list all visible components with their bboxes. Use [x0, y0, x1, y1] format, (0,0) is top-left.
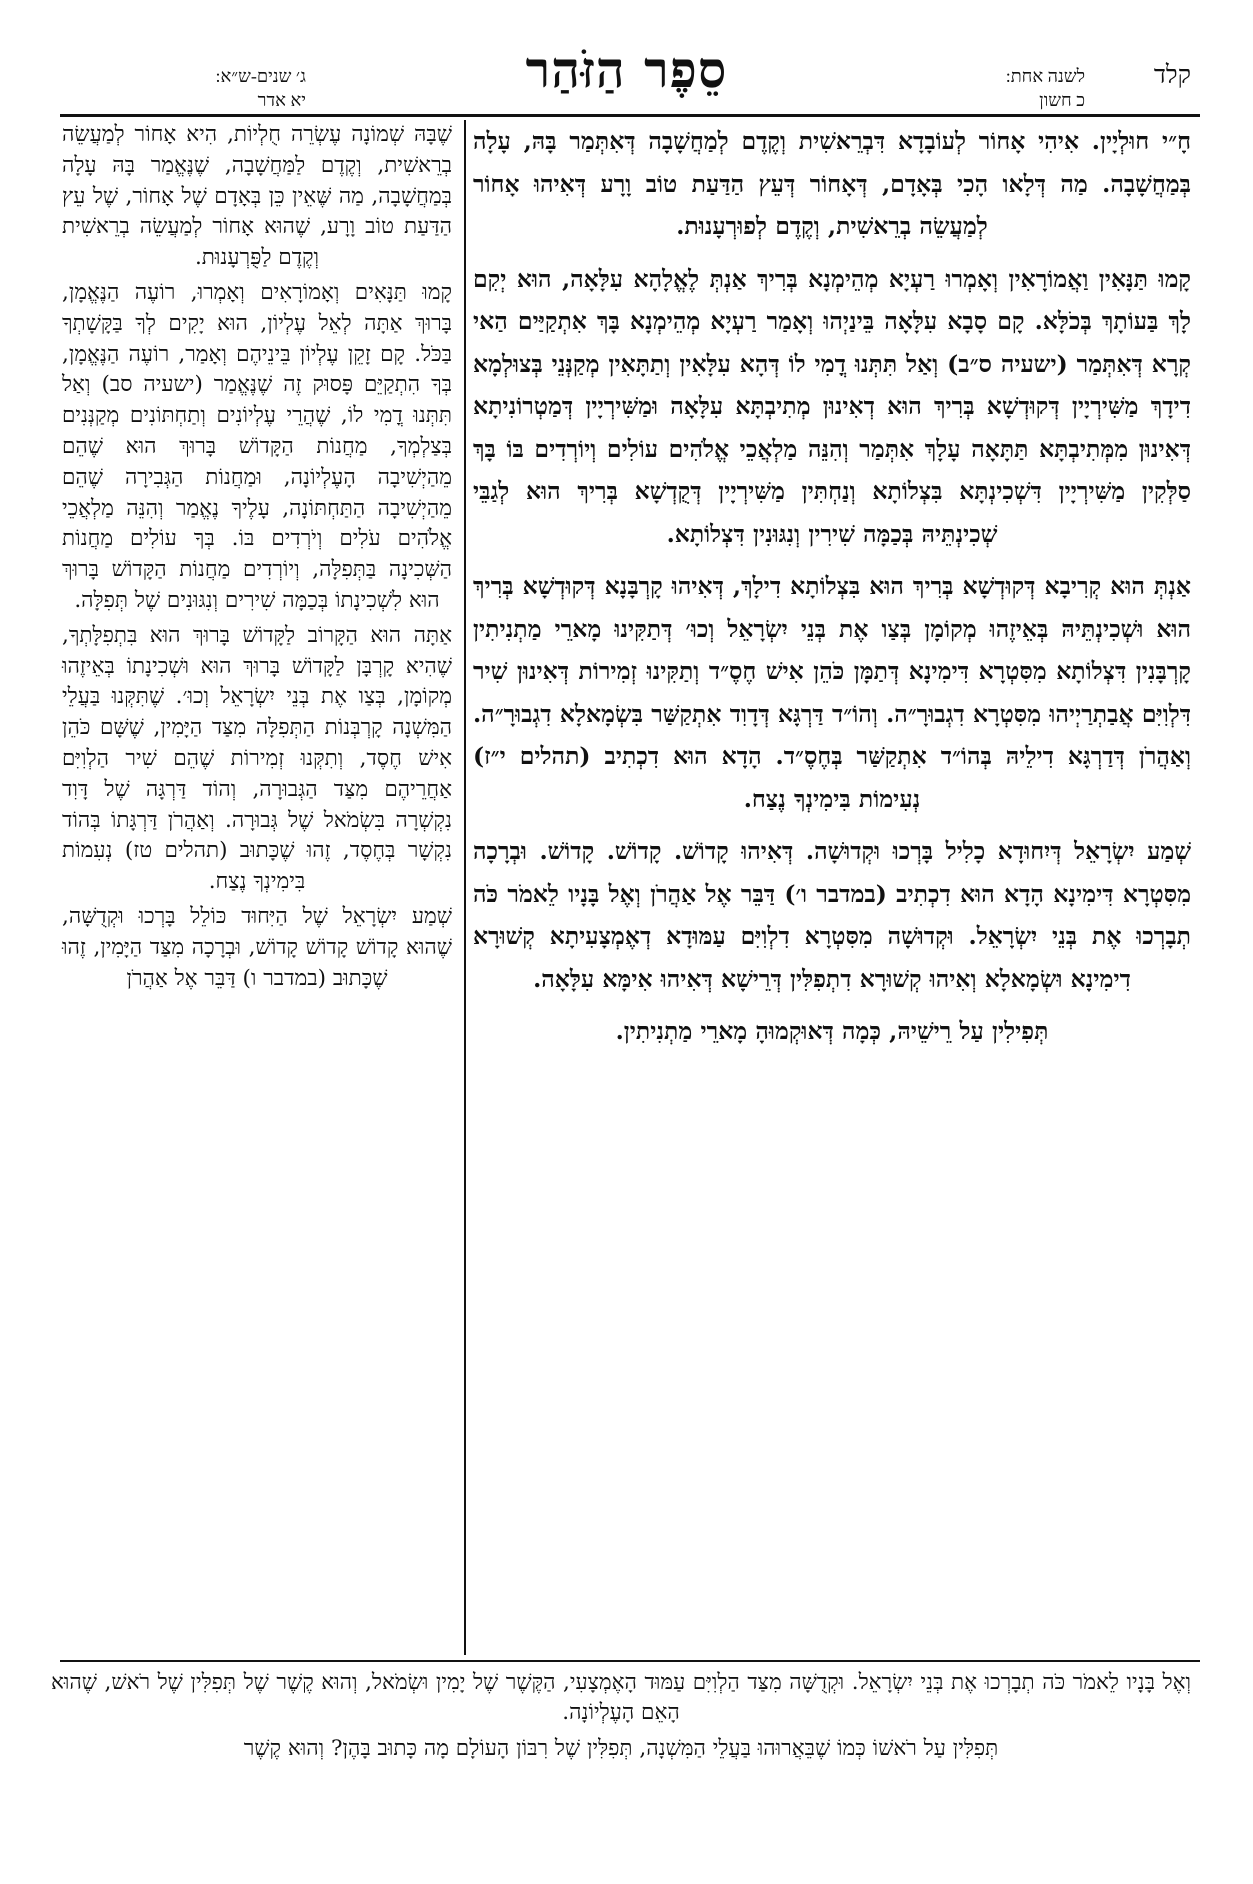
header-right-line-2: כ חשון: [1039, 90, 1085, 110]
column-divider: [464, 120, 466, 1655]
bottom-paragraph: וְאֶל בָּנָיו לֵאמֹר כֹּה תְבָרְכוּ אֶת בְּנֵי יִשְׂרָאֵל. וּקְדֻשָּׁה מִצַּד הַלְוִיִּם עַמּוּד הָאֶמְצָעִי, הַקֶּשֶׁר שֶׁל יָמִין וּשְׂמֹאל, וְהוּא קֶשֶׁר שֶׁל תְּפִלִּין שֶׁל רֹאשׁ, שֶׁהוּא הָאֵם הָעֶלְיוֹנָה.: [51, 1670, 1191, 1725]
bottom-paragraph: תְּפִלִּין עַל רֹאשׁוֹ כְּמוֹ שֶׁבֵּאֲרוּהוּ בַּעֲלֵי הַמִּשְׁנָה, תְּפִלִּין שֶׁל רִבּוֹן הָעוֹלָם מָה כָּתוּב בָּהֶן? וְהוּא קֶשֶׁר: [243, 1736, 999, 1761]
header-right-line-1: לשנה אחת:: [1005, 66, 1085, 86]
hebrew-translation-column: [62, 120, 452, 1660]
page-title: סֵפֶר הַזֹּהַר: [525, 40, 728, 99]
bottom-translation-continuation: [51, 1668, 1191, 1764]
side-paragraph: קָמוּ תַּנָּאִים וְאָמוֹרָאִים וְאָמְרוּ, רוֹעֶה הַנֶּאֱמָן, בָּרוּךְ אַתָּה לְאֵל עֶלְיוֹן, הוּא יָקִים לְךָ בַּקָּשָׁתְךָ בַּכֹּל. קָם זָקֵן עֶלְיוֹן בֵּינֵיהֶם וְאָמַר, רוֹעֶה הַנֶּאֱמָן, בְּךָ הִתְקַיֵּם פָּסוּק זֶה שֶׁנֶּאֱמַר (ישעיה סב) וְאַל תִּתְּנוּ דֳמִי לוֹ, שֶׁהֲרֵי עֶלְיוֹנִים וְתַחְתּוֹנִים מְקַנְּנִים בְּצַלְמְךָ, מַחֲנוֹת הַקָּדוֹשׁ בָּרוּךְ הוּא שֶׁהֵם מֵהַיְשִׁיבָה הָעֶלְיוֹנָה, וּמַחֲנוֹת הַגְּבִירָה שֶׁהֵם מֵהַיְשִׁיבָה הַתַּחְתּוֹנָה, עָלֶיךָ נֶאֱמַר וְהִנֵּה מַלְאֲכֵי אֱלֹהִים עֹלִים וְיֹרְדִים בּוֹ. בְּךָ עוֹלִים מַחֲנוֹת הַשְּׁכִינָה בַּתְּפִלָּה, וְיוֹרְדִים מַחֲנוֹת הַקָּדוֹשׁ בָּרוּךְ הוּא לִשְׁכִינָתוֹ בְּכַמָּה שִׁירִים וְנִגּוּנִים שֶׁל תְּפִלָּה.: [62, 279, 452, 613]
side-paragraph: שְׁמַע יִשְׂרָאֵל שֶׁל הַיִּחוּד כּוֹלֵל בָּרְכוּ וּקְדֻשָּׁה, שֶׁהוּא קָדוֹשׁ קָדוֹשׁ קָדוֹשׁ, וּבְרָכָה מִצַּד הַיָּמִין, זֶהוּ שֶׁכָּתוּב (במדבר ו) דַּבֵּר אֶל אַהֲרֹן: [62, 903, 452, 991]
page-number: קלד: [1153, 62, 1191, 89]
header-left-schedule: [126, 64, 306, 112]
main-paragraph: קָמוּ תַּנָּאִין וַאֲמוֹרָאִין וְאָמְרוּ רַעְיָא מְהֵימְנָא בְּרִיךְ אַנְתְּ לֶאֱלָהָא עִלָּאָה, הוּא יְקִם לָךְ בַּעוֹתָךְ בְּכֹלָּא. קָם סָבָא עִלָּאָה בֵּינַיְהוּ וְאָמַר רַעְיָא מְהֵימְנָא בָּךְ אִתְקַיַּים הַאי קְרָא דְּאִתְּמַר (ישעיה ס״ב) וְאַל תִּתְּנוּ דֳמִי לוֹ דְּהָא עִלָּאִין וְתַתָּאִין מְקַנְּנֵי בְּצוּלְמָא דִידָךְ מַשִּׁירְיָין דְּקוּדְשָׁא בְּרִיךְ הוּא דְאִינוּן מְתִיבְתָּא עִלָּאָה וּמַשִּׁירְיָין דְּמַטְרוֹנִיתָא דְּאִינוּן מִמְּתִיבְתָּא תַּתָּאָה עָלָךְ אִתְּמַר וְהִנֵּה מַלְאֲכֵי אֱלֹהִים עוֹלִים וְיוֹרְדִים בּוֹ בָּךְ סַלְּקִין מַשִּׁירְיָין דִּשְׁכִינְתָּא בִּצְלוֹתָא וְנַחְתִּין מַשִּׁירְיָין דְּקֻדְשָׁא בְּרִיךְ הוּא לְגַבֵּי שְׁכִינְתֵּיהּ בְּכַמָּה שִׁירִין וְנִגּוּנִין דִּצְלוֹתָא.: [473, 264, 1191, 548]
main-paragraph: שְׁמַע יִשְׂרָאֵל דְּיִחוּדָא כָלִיל בָּרְכוּ וּקְדוּשָׁה. דְּאִיהוּ קָדוֹשׁ. קָדוֹשׁ. קָדוֹשׁ. וּבְרָכָה מִסִּטְרָא דִּימִינָא הָדָא הוּא דִכְתִיב (במדבר ו׳) דַּבֵּר אֶל אַהֲרֹן וְאֶל בָּנָיו לֵאמֹר כֹּה תְבָרְכוּ אֶת בְּנֵי יִשְׂרָאֵל. וּקְדוּשָׁה מִסִּטְרָא דִלְוִיִּם עַמּוּדָא דְאֶמְצָעִיתָא קְשׁוּרָא דִימִינָא וּשְׂמָאלָא וְאִיהוּ קְשׁוּרָא דִתְפִלִּין דְּרֵישָׁא דְּאִיהוּ אִימָּא עִלָּאָה.: [473, 837, 1191, 993]
main-paragraph: אַנְתְּ הוּא קְרִיבָא דְּקוּדְשָׁא בְּרִיךְ הוּא בִּצְלוֹתָא דִילָךְ, דְּאִיהוּ קָרְבָּנָא דְּקוּדְשָׁא בְּרִיךְ הוּא וּשְׁכִינְתֵּיהּ בְּאֵיזֶהוּ מְקוֹמָן בְּצַו אֶת בְּנֵי יִשְׂרָאֵל וְכוּ׳ דְּתַקִּינוּ מָארֵי מַתְנִיתִין קָרְבָּנִין דִּצְלוֹתָא מִסִּטְרָא דִּימִינָא דְּתַמָּן כֹּהֵן אִישׁ חֶסֶ״ד וְתַקִּינוּ זְמִירוֹת דְּאִינוּן שִׁיר דִּלְוִיִּם אֲבַתְרַיְיהוּ מִסִּטְרָא דִגְבוּרָ״ה. וְהוֹ״ד דַּרְגָּא דְּדָוִד אִתְקַשַּׁר בִּשְׂמָאלָא דִגְבוּרָ״ה. וְאַהֲרֹן דְּדַרְגָּא דִילֵיהּ בְּהוֹ״ד אִתְקַשַּׁר בְּחֶסֶ״ד. הָדָא הוּא דִכְתִיב (תהלים י״ז) נְעִימוֹת בִּימִינְךָ נֶצַח.: [473, 572, 1191, 813]
header-left-line-1: ג׳ שנים-ש״א:: [215, 66, 306, 86]
header-left-line-2: יא אדר: [257, 90, 306, 110]
main-paragraph: תְּפִילִין עַל רֵישֵׁיהּ, כְּמָה דְּאוּקְמוּהָ מָארֵי מַתְנִיתִין.: [615, 1017, 1049, 1045]
bottom-divider: [60, 1660, 1200, 1662]
side-paragraph: שֶׁבָּהּ שְׁמוֹנָה עֶשְׂרֵה חֻלְיוֹת, הִיא אָחוֹר לְמַעֲשֵׂה בְרֵאשִׁית, וְקֶדֶם לַמַּחֲשָׁבָה, שֶׁנֶּאֱמַר בָּהּ עָלָה בְּמַחֲשָׁבָה, מַה שֶּׁאֵין כֵּן בְּאָדָם שֶׁל אָחוֹר, שֶׁל עֵץ הַדַּעַת טוֹב וָרָע, שֶׁהוּא אָחוֹר לְמַעֲשֵׂה בְרֵאשִׁית וְקֶדֶם לַפֻּרְעָנוּת.: [62, 122, 452, 271]
header-divider: [60, 114, 1200, 117]
main-paragraph: חָ״י חוּלְיָין. אִיהִי אָחוֹר לְעוֹבָדָא דִּבְרֵאשִׁית וְקֶדֶם לְמַחֲשָׁבָה דְּאִתְּמַר בָּהּ, עָלָה בְּמַחֲשָׁבָה. מַה דְּלָאו הָכִי בְּאָדָם, דְּאָחוֹר דְּעֵץ הַדַּעַת טוֹב וָרָע דְּאִיהוּ אָחוֹר לְמַעֲשֵׂה בְרֵאשִׁית, וְקֶדֶם לְפוּרְעָנוּת.: [473, 127, 1191, 240]
side-paragraph: אַתָּה הוּא הַקָּרוֹב לַקָּדוֹשׁ בָּרוּךְ הוּא בִּתְפִלָּתְךָ, שֶׁהִיא קָרְבָּן לַקָּדוֹשׁ בָּרוּךְ הוּא וּשְׁכִינָתוֹ בְּאֵיזֶהוּ מְקוֹמָן, בְּצַו אֶת בְּנֵי יִשְׂרָאֵל וְכוּ׳. שֶׁתִּקְּנוּ בַּעֲלֵי הַמִּשְׁנָה קָרְבְּנוֹת הַתְּפִלָּה מִצַּד הַיָּמִין, שֶׁשָּׁם כֹּהֵן אִישׁ חֶסֶד, וְתִקְּנוּ זְמִירוֹת שֶׁהֵם שִׁיר הַלְוִיִּם אַחֲרֵיהֶם מִצַּד הַגְּבוּרָה, וְהוֹד דַּרְגָּה שֶׁל דָּוִד נִקְשְׁרָה בִּשְׂמֹאל שֶׁל גְּבוּרָה. וְאַהֲרֹן דַּרְגָּתוֹ בְּהוֹד נִקְשָׁר בְּחֶסֶד, זֶהוּ שֶׁכָּתוּב (תהלים טז) נְעִמוֹת בִּימִינְךָ נֶצַח.: [62, 622, 452, 895]
main-aramaic-column: [473, 120, 1191, 1640]
